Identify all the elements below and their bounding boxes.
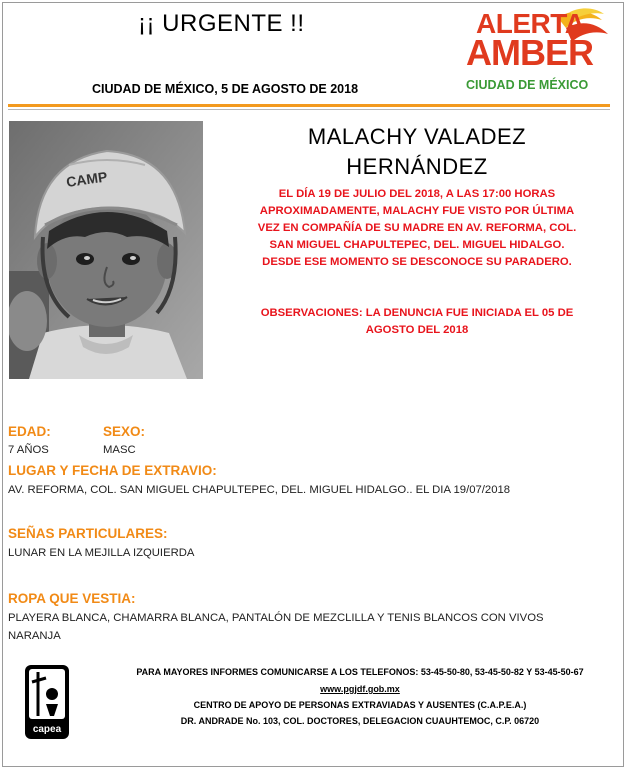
missing-person-photo [9,121,203,379]
logo-line3: CIUDAD DE MÉXICO [466,78,589,92]
place-label: LUGAR Y FECHA DE EXTRAVIO: [8,463,217,478]
footer-website-link[interactable]: www.pgjdf.gob.mx [320,684,400,694]
sex-label: SEXO: [103,424,146,439]
observations [232,305,602,339]
page-border [2,2,624,767]
description-line: DESDE ESE MOMENTO SE DESCONOCE SU PARADERO. [262,256,572,268]
marks-value: LUNAR EN LA MEJILLA IZQUIERDA [8,547,195,559]
alerta-amber-logo [462,6,612,98]
name-line2: HERNÁNDEZ [346,154,488,179]
clothes-label: ROPA QUE VESTIA: [8,591,136,606]
place-value: AV. REFORMA, COL. SAN MIGUEL CHAPULTEPEC, DEL. MIGUEL HIDALGO.. EL DIA 19/07/2018 [8,484,511,496]
description-line: APROXIMADAMENTE, MALACHY FUE VISTO POR ÚLTIMA [259,205,575,217]
date-line: CIUDAD DE MÉXICO, 5 DE AGOSTO DE 2018 [92,82,359,96]
observations-line: AGOSTO DEL 2018 [365,324,469,336]
header-rule-gray [8,109,610,110]
logo-line2: AMBER [466,32,593,73]
description [232,186,602,271]
footer-address: DR. ANDRADE No. 103, COL. DOCTORES, DELEGACION CUAUHTEMOC, C.P. 06720 [180,716,540,726]
description-line: EL DÍA 19 DE JULIO DEL 2018, A LAS 17:00 HORAS [278,188,556,200]
footer-center: CENTRO DE APOYO DE PERSONAS EXTRAVIADAS Y AUSENTES (C.A.P.E.A.) [193,700,527,710]
clothes-value-line2: NARANJA [8,630,61,642]
person-name [232,122,602,182]
capea-logo-text: capea [32,724,62,735]
footer-phones: PARA MAYORES INFORMES COMUNICARSE A LOS TELEFONOS: 53-45-50-80, 53-45-50-82 Y 53-45-50-67 [136,667,584,677]
age-value: 7 AÑOS [8,444,49,456]
description-line: SAN MIGUEL CHAPULTEPEC, DEL. MIGUEL HIDALGO. [269,239,565,251]
helmet-text: CAMP [65,168,109,190]
name-line1: MALACHY VALADEZ [307,124,527,149]
urgent-heading: ¡¡ URGENTE !! [138,10,305,37]
marks-label: SEÑAS PARTICULARES: [8,526,168,541]
capea-logo [24,664,70,740]
clothes-value-line1: PLAYERA BLANCA, CHAMARRA BLANCA, PANTALÓN DE MEZCLILLA Y TENIS BLANCOS CON VIVOS [8,612,544,624]
header-rule-orange [8,104,610,107]
observations-line: OBSERVACIONES: LA DENUNCIA FUE INICIADA EL 05 DE [260,307,574,319]
description-line: VEZ EN COMPAÑÍA DE SU MADRE EN AV. REFORMA, COL. [257,222,577,234]
age-label: EDAD: [8,424,51,439]
logo-line1: ALERTA [476,8,585,39]
sex-value: MASC [103,444,136,456]
